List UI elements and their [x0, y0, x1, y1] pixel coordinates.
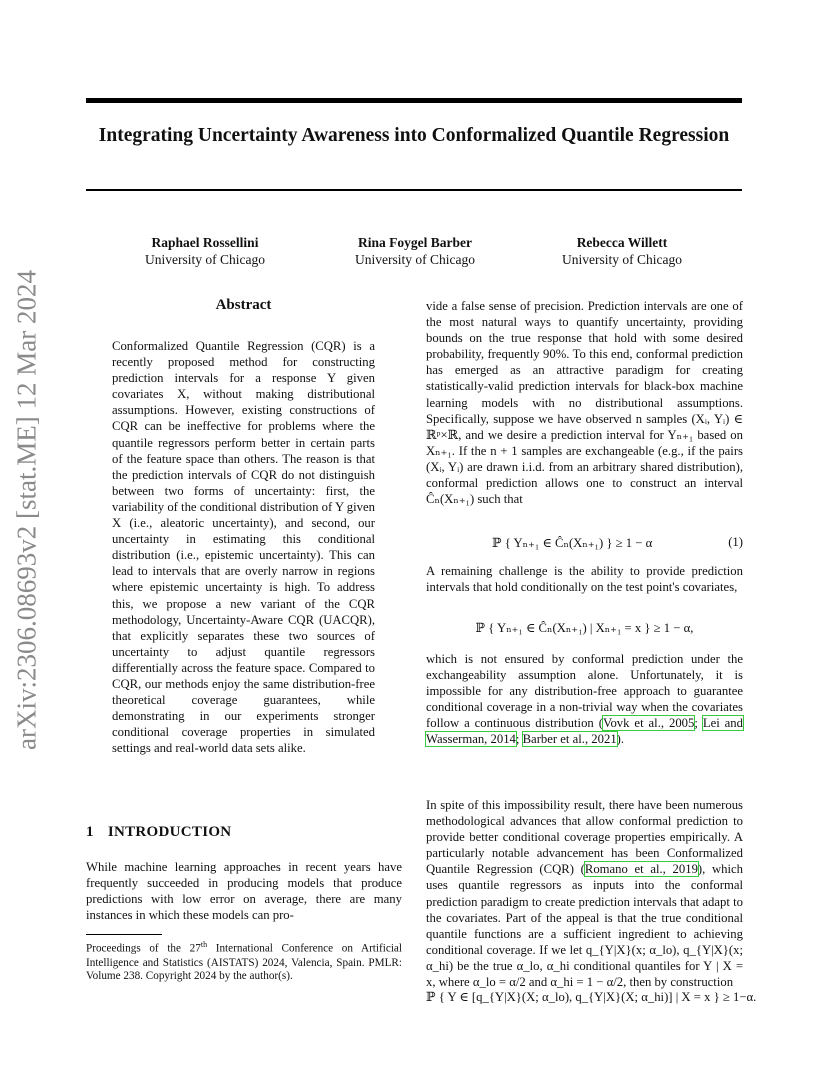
citation-link[interactable]: Lei and Wasserman, 2014: [426, 716, 743, 747]
right-paragraph: [426, 797, 743, 990]
paragraph-text: In spite of this impossibility result, there have been numerous methodological advances that allow conformal prediction to provide better conditional coverage properties empirically. A particularly notable advancement has been Conformalized Quantile Regression (CQR) (: [426, 798, 743, 877]
footnote: [86, 938, 402, 984]
arxiv-identifier[interactable]: arXiv:2306.08693v2 [stat.ME] 12 Mar 2024: [11, 270, 42, 750]
abstract-heading: Abstract: [215, 297, 272, 313]
author-name: Rebecca Willett: [576, 235, 668, 250]
footnote-rule: [86, 934, 162, 935]
footnote-text: International Conference on Artificial Intelligence and Statistics (AISTATS) 2024, Valencia, Spain. PMLR: Volume 238. Copyright 2024 by the author(s).: [86, 942, 402, 983]
author-name: Rina Foygel Barber: [358, 235, 472, 250]
right-paragraph: [426, 651, 743, 748]
author-affiliation: University of Chicago: [562, 252, 682, 267]
footnote-text: Proceedings of the 27: [86, 942, 201, 955]
abstract-text: Conformalized Quantile Regression (CQR) is a recently proposed method for constructing prediction intervals for a response Y given covariates X, without making distributional assumptions. However, existing constructions of CQR can be ineffective for problems where the quantile regressors perform better in certain parts of the feature space than others. The reason is that the prediction intervals of CQR do not distinguish between two forms of uncertainty: first, the variability of the conditional distribution of Y given X (i.e., aleatoric uncertainty), and second, our uncertainty in estimating this conditional distribution (i.e., epistemic uncertainty). This can lead to intervals that are overly narrow in regions where epistemic uncertainty is high. To address this, we propose a new variant of the CQR methodology, Uncertainty-Aware CQR (UACQR), that explicitly separates these two sources of uncertainty to adjust quantile regressors differentially across the feature space. Compared to CQR, our methods enjoy the same distribution-free theoretical coverage guarantees, while demonstrating in our experiments stronger conditional coverage properties in simulated settings and real-world data sets alike.: [112, 339, 375, 756]
citation-link[interactable]: Vovk et al., 2005: [602, 716, 695, 731]
equation-body: ℙ { Yₙ₊₁ ∈ Ĉₙ(Xₙ₊₁) } ≥ 1 − α: [492, 536, 653, 550]
paragraph-text: which is not ensured by conformal prediction under the exchangeability assumption alone. Unfortunately, it is impossible for any distribution-free approach to guarantee conditional coverage in a non-trivial way when the covariates follow a continuous distribution (: [426, 652, 743, 731]
arxiv-sidebar: [5, 270, 45, 750]
section-heading: [86, 824, 231, 841]
paper-title: Integrating Uncertainty Awareness into Conformalized Quantile Regression: [98, 125, 730, 146]
equation-quantile-coverage: ℙ { Y ∈ [q_{Y|X}(X; α_lo), q_{Y|X}(X; α_hi)] | X = x } ≥ 1−α.: [426, 990, 757, 1004]
footnote-superscript: th: [200, 940, 208, 949]
citation-link[interactable]: Barber et al., 2021: [522, 732, 617, 747]
author-affiliation: University of Chicago: [355, 252, 475, 267]
intro-paragraph: While machine learning approaches in recent years have frequently succeeded in producing models that produce predictions with low error on average, there are many instances in which these models can pro-: [86, 860, 402, 923]
author-block: [120, 234, 290, 268]
separator: ;: [515, 732, 523, 747]
section-title: INTRODUCTION: [107, 824, 232, 840]
paragraph-text: ).: [616, 732, 625, 747]
right-paragraph: A remaining challenge is the ability to provide prediction intervals that hold conditionally on the test point's covariates,: [426, 564, 743, 595]
citation-link[interactable]: Romano et al., 2019: [584, 862, 698, 877]
author-block: [537, 234, 707, 268]
right-paragraph: vide a false sense of precision. Prediction intervals are one of the most natural ways to quantify uncertainty, providing bounds on the true response that hold with some desired probability, frequently 90%. To this end, conformal prediction has emerged as an attractive paradigm for creating statistically-valid prediction intervals for black-box machine learning models with no distributional assumptions. Specifically, suppose we have observed n samples (Xᵢ, Yᵢ) ∈ ℝᵖ×ℝ, and we desire a prediction interval for Yₙ₊₁ based on Xₙ₊₁. If the n + 1 samples are exchangeable (e.g., if the pairs (Xᵢ, Yᵢ) are drawn i.i.d. from an arbitrary shared distribution), conformal prediction allows one to construct an interval Ĉₙ(Xₙ₊₁) such that: [426, 299, 743, 507]
equation-conditional: ℙ { Yₙ₊₁ ∈ Ĉₙ(Xₙ₊₁) | Xₙ₊₁ = x } ≥ 1 − α,: [475, 621, 694, 635]
author-block: [330, 234, 500, 268]
separator: ;: [694, 716, 703, 731]
section-number: 1: [86, 824, 94, 840]
equation-number: (1): [728, 535, 743, 549]
top-rule: [86, 98, 742, 103]
title-bottom-rule: [86, 189, 742, 191]
author-affiliation: University of Chicago: [145, 252, 265, 267]
author-name: Raphael Rossellini: [151, 235, 259, 250]
paragraph-text: ), which uses quantile regressors as inputs into the conformal prediction paradigm to create prediction intervals that adapt to the covariates. Part of the appeal is that the true conditional quantile functions are a sufficient ingredient to achieving conditional coverage. If we let q_{Y|X}(x; α_lo), q_{Y|X}(x; α_hi) be the true α_lo, α_hi conditional quantiles for Y | X = x, where α_lo = α/2 and α_hi = 1 − α/2, then by construction: [426, 862, 743, 990]
